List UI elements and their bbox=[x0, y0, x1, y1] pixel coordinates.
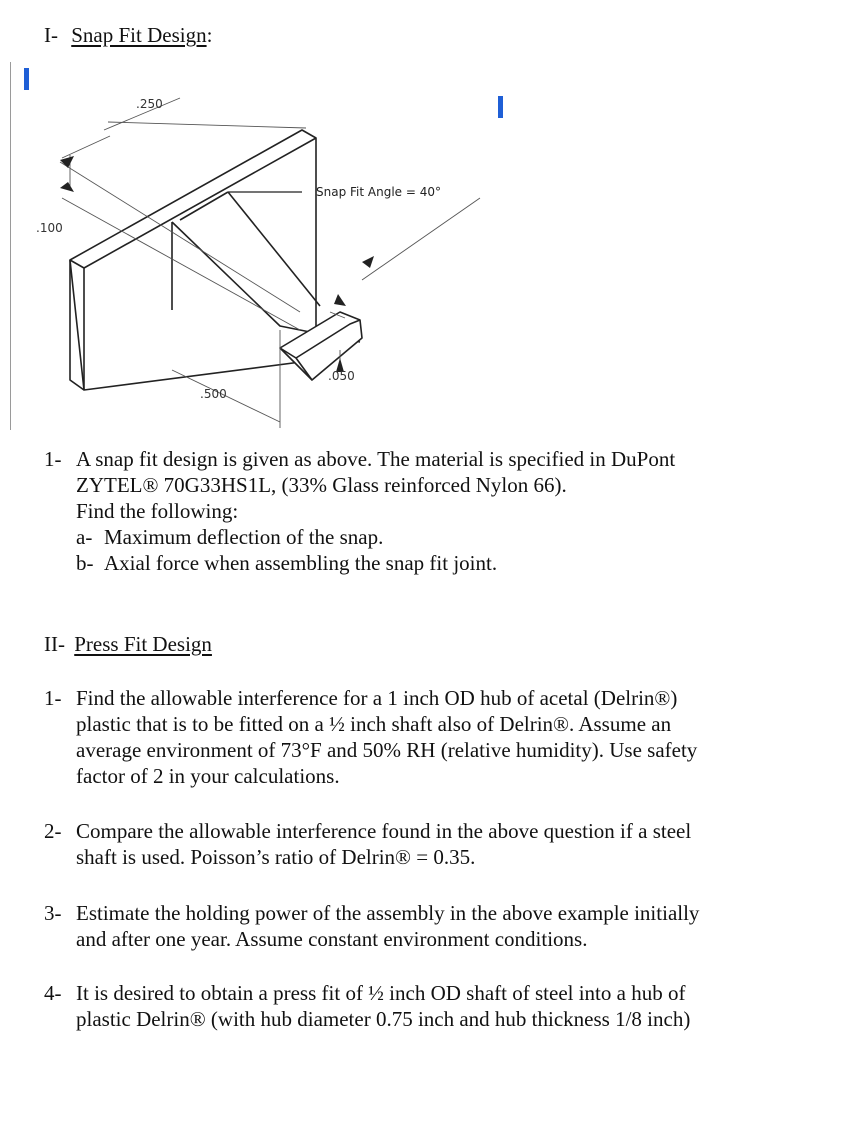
section-title-colon: : bbox=[206, 23, 213, 47]
snap-fit-drawing bbox=[0, 80, 520, 440]
list-item-text: Axial force when assembling the snap fit joint. bbox=[104, 551, 498, 575]
question-line: Find the following: bbox=[76, 499, 239, 523]
section-numeral: II- bbox=[44, 632, 65, 656]
question-line: Estimate the holding power of the assembly in the above example initially bbox=[76, 901, 700, 925]
question-line: It is desired to obtain a press fit of ½ inch OD shaft of steel into a hub of bbox=[76, 981, 686, 1005]
question-line: factor of 2 in your calculations. bbox=[76, 764, 340, 788]
section-heading-snap-fit bbox=[44, 22, 212, 48]
question-line: ZYTEL® 70G33HS1L, (33% Glass reinforced Nylon 66). bbox=[76, 473, 567, 497]
question-number: 2- bbox=[44, 819, 62, 843]
list-item bbox=[44, 524, 567, 550]
question-line: plastic that is to be fitted on a ½ inch shaft also of Delrin®. Assume an bbox=[76, 712, 672, 736]
question-number: 4- bbox=[44, 981, 62, 1005]
dimension-label-bottom: .500 bbox=[200, 387, 227, 401]
press-question-3 bbox=[44, 900, 700, 952]
section-heading-press-fit bbox=[44, 631, 212, 657]
press-question-4 bbox=[44, 980, 690, 1032]
dimension-label-top: .250 bbox=[136, 97, 163, 111]
list-item-label: a- bbox=[76, 525, 93, 549]
question-line: and after one year. Assume constant environment conditions. bbox=[76, 927, 588, 951]
dimension-label-left: .100 bbox=[36, 221, 63, 235]
question-line: average environment of 73°F and 50% RH (relative humidity). Use safety bbox=[76, 738, 698, 762]
snap-angle-label: Snap Fit Angle = 40° bbox=[316, 185, 441, 199]
press-question-2 bbox=[44, 818, 692, 870]
press-question-1 bbox=[44, 685, 697, 789]
question-line: shaft is used. Poisson’s ratio of Delrin® = 0.35. bbox=[76, 845, 476, 869]
question-line: plastic Delrin® (with hub diameter 0.75 inch and hub thickness 1/8 inch) bbox=[76, 1007, 691, 1031]
question-line: Find the allowable interference for a 1 inch OD hub of acetal (Delrin®) bbox=[76, 686, 678, 710]
list-item-text: Maximum deflection of the snap. bbox=[104, 525, 384, 549]
list-item bbox=[44, 550, 567, 576]
dimension-label-tip: .050 bbox=[328, 369, 355, 383]
list-item-label: b- bbox=[76, 551, 94, 575]
question-number: 1- bbox=[44, 686, 62, 710]
question-1 bbox=[44, 446, 676, 576]
section-title: Snap Fit Design bbox=[71, 23, 207, 47]
question-line: A snap fit design is given as above. The material is specified in DuPont bbox=[76, 447, 676, 471]
section-numeral: I- bbox=[44, 23, 58, 47]
question-number: 1- bbox=[44, 447, 62, 471]
question-number: 3- bbox=[44, 901, 62, 925]
section-title: Press Fit Design bbox=[74, 632, 212, 656]
question-line: Compare the allowable interference found in the above question if a steel bbox=[76, 819, 692, 843]
